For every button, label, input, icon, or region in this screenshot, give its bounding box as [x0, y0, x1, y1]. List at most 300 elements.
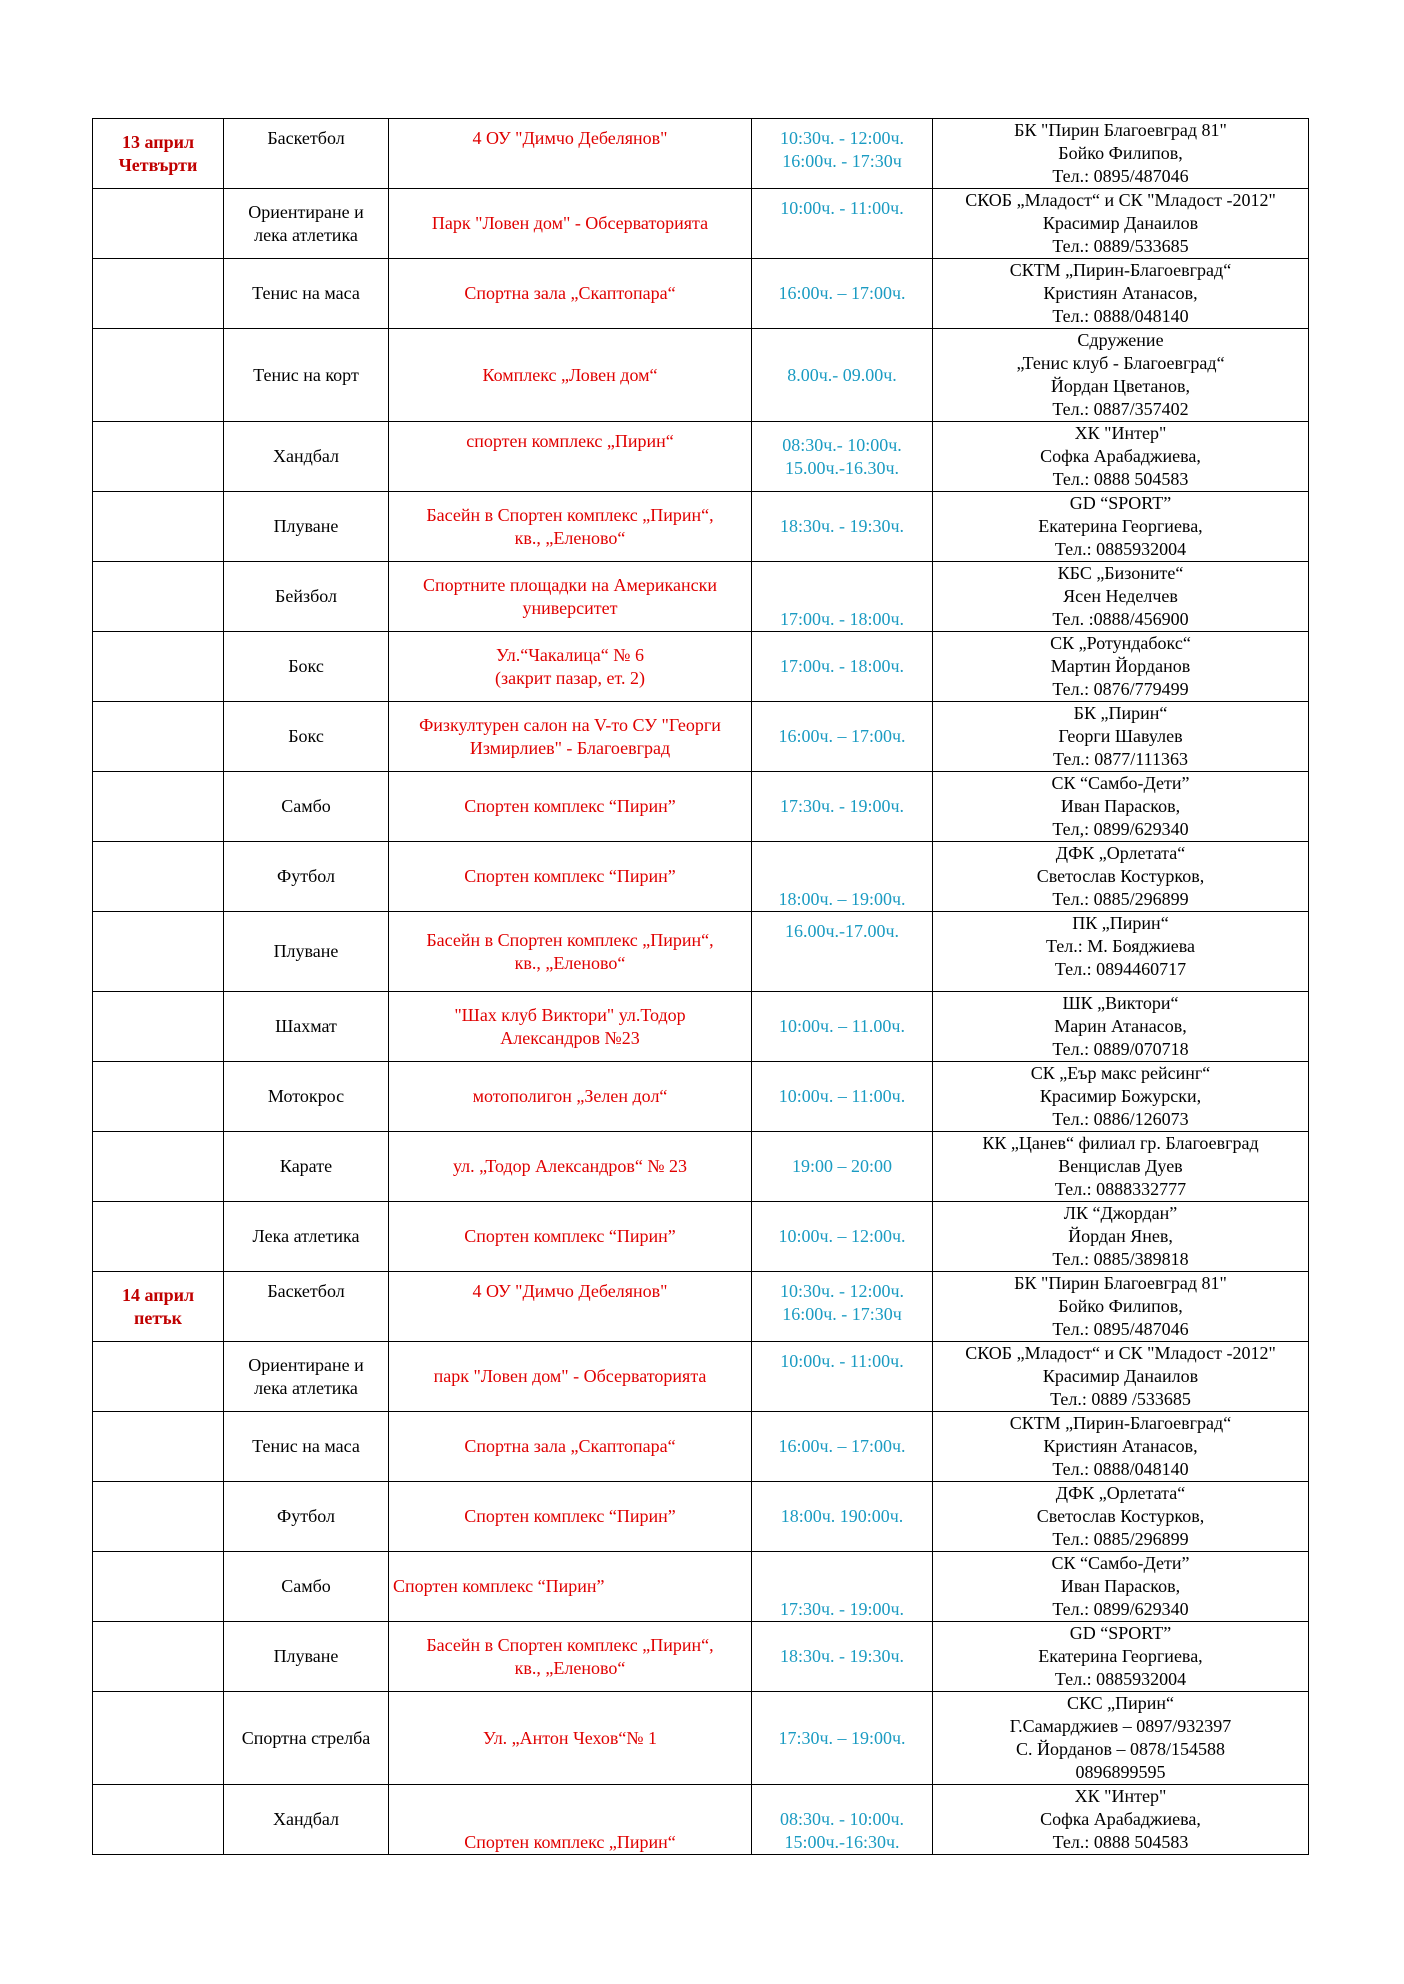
sport-line: Баскетбол [267, 1281, 345, 1301]
time-cell [752, 329, 933, 422]
organizer-cell [933, 492, 1309, 562]
organizer-line: СК „Еър макс рейсинг“ [1030, 1063, 1211, 1083]
organizer-cell [933, 562, 1309, 632]
organizer-line: С. Йорданов – 0878/154588 [1015, 1739, 1226, 1759]
venue-line: кв., „Еленово“ [514, 527, 626, 548]
table-row [93, 912, 1309, 992]
date-cell [93, 772, 224, 842]
organizer-line: Бойко Филипов, [1058, 1296, 1183, 1316]
venue-line: ул. „Тодор Александров“ № 23 [452, 1156, 688, 1176]
venue-line: Спортен комплекс “Пирин” [464, 796, 676, 816]
organizer-line: Тел.: 0877/111363 [1053, 749, 1188, 769]
organizer-line: Марин Атанасов, [1054, 1016, 1187, 1036]
organizer-line: Софка Арабаджиева, [1040, 446, 1201, 466]
time-line: 18:30ч. - 19:30ч. [779, 516, 905, 536]
date-cell [93, 1622, 224, 1692]
organizer-line: Тел.: 0895/487046 [1052, 1319, 1189, 1339]
time-line: 8.00ч.- 09.00ч. [787, 364, 897, 385]
date-cell [93, 1412, 224, 1482]
organizer-cell [933, 632, 1309, 702]
venue-cell [389, 189, 752, 259]
venue-line: Басейн в Спортен комплекс „Пирин“, [426, 1634, 714, 1655]
organizer-line: Красимир Данаилов [1042, 1366, 1199, 1386]
table-row [93, 1342, 1309, 1412]
date-line: 13 април [121, 132, 195, 152]
date-cell [93, 912, 224, 992]
time-line: 17:30ч. – 19:00ч. [778, 1727, 906, 1748]
sport-line: Бейзбол [275, 586, 337, 606]
organizer-line: Екатерина Георгиева, [1038, 516, 1203, 536]
date-cell [93, 422, 224, 492]
sport-cell [224, 1062, 389, 1132]
sport-line: лека атлетика [254, 224, 358, 245]
organizer-line: Тел.: 0888 504583 [1052, 1832, 1189, 1852]
venue-line: Ул. „Антон Чехов“№ 1 [482, 1727, 657, 1748]
table-row [93, 842, 1309, 912]
venue-cell [389, 259, 752, 329]
organizer-line: Тел.: 0888332777 [1054, 1179, 1187, 1199]
venue-cell [389, 1785, 752, 1855]
time-cell [752, 259, 933, 329]
sport-cell [224, 1342, 389, 1412]
date-cell [93, 1785, 224, 1855]
sport-cell [224, 422, 389, 492]
sport-line: Хандбал [272, 1809, 340, 1829]
date-cell [93, 1062, 224, 1132]
organizer-line: Кристиян Атанасов, [1043, 283, 1198, 303]
organizer-cell [933, 772, 1309, 842]
venue-cell [389, 992, 752, 1062]
table-row [93, 1482, 1309, 1552]
organizer-line: СКС „Пирин“ [1067, 1693, 1174, 1713]
organizer-line: Тел.: 0888/048140 [1052, 306, 1189, 326]
date-cell [93, 992, 224, 1062]
venue-line: Басейн в Спортен комплекс „Пирин“, [426, 929, 714, 950]
organizer-line: ДФК „Орлетата“ [1055, 843, 1186, 863]
organizer-line: Тел.: 0886/126073 [1052, 1109, 1189, 1129]
organizer-line: КК „Цанев“ филиал гр. Благоевград [982, 1133, 1259, 1153]
organizer-line: Йордан Цветанов, [1050, 376, 1191, 396]
organizer-line: Тел.: 0887/357402 [1052, 399, 1189, 419]
table-row [93, 329, 1309, 422]
time-line: 17:00ч. - 18:00ч. [779, 609, 905, 629]
venue-line: Спортна зала „Скаптопара“ [464, 283, 676, 303]
venue-cell [389, 1692, 752, 1785]
table-row [93, 702, 1309, 772]
organizer-line: ШК „Виктори“ [1062, 993, 1179, 1013]
sport-cell [224, 259, 389, 329]
date-cell [93, 1482, 224, 1552]
time-line: 15.00ч.-16.30ч. [784, 457, 900, 478]
organizer-line: Светослав Костурков, [1036, 1506, 1205, 1526]
sport-cell [224, 1622, 389, 1692]
sport-cell [224, 492, 389, 562]
sport-cell [224, 1132, 389, 1202]
sport-cell [224, 562, 389, 632]
organizer-cell [933, 1202, 1309, 1272]
organizer-line: Тел. :0888/456900 [1052, 609, 1189, 629]
time-cell [752, 1692, 933, 1785]
organizer-line: СКОБ „Младост“ и СК "Младост -2012" [965, 190, 1276, 210]
table-row [93, 1622, 1309, 1692]
time-line: 16:00ч. – 17:00ч. [778, 726, 906, 746]
venue-line: Спортните площадки на Американски [423, 574, 717, 595]
venue-line: Спортен комплекс “Пирин” [464, 866, 676, 886]
table-row [93, 1132, 1309, 1202]
time-line: 10:00ч. - 11:00ч. [780, 198, 904, 218]
date-cell [93, 329, 224, 422]
venue-line: кв., „Еленово“ [514, 952, 626, 973]
venue-line: спортен комплекс „Пирин“ [466, 431, 674, 451]
time-line: 10:00ч. – 12:00ч. [778, 1226, 906, 1246]
venue-cell [389, 1552, 752, 1622]
organizer-line: Венцислав Дуев [1058, 1156, 1183, 1176]
venue-line: кв., „Еленово“ [514, 1657, 626, 1678]
time-line: 17:30ч. - 19:00ч. [779, 796, 905, 816]
date-cell [93, 1342, 224, 1412]
schedule-table [92, 118, 1309, 1855]
organizer-line: ХК "Интер" [1074, 1786, 1167, 1806]
organizer-line: Иван Парасков, [1060, 796, 1181, 816]
organizer-line: КБС „Бизоните“ [1057, 563, 1184, 583]
schedule-body [93, 119, 1309, 1855]
time-line: 10:00ч. – 11:00ч. [778, 1086, 906, 1106]
organizer-line: Тел.: 0876/779499 [1052, 679, 1189, 699]
organizer-cell [933, 912, 1309, 992]
organizer-cell [933, 992, 1309, 1062]
organizer-cell [933, 842, 1309, 912]
venue-line: Измирлиев" - Благоевград [469, 737, 671, 758]
date-line: петък [133, 1308, 183, 1328]
organizer-line: СК “Самбо-Дети” [1051, 1553, 1190, 1573]
date-cell [93, 1132, 224, 1202]
organizer-line: Йордан Янев, [1068, 1226, 1173, 1246]
venue-line: Ул.“Чакалица“ № 6 [496, 644, 644, 665]
organizer-line: Екатерина Георгиева, [1038, 1646, 1203, 1666]
venue-line: Спортен комплекс „Пирин“ [464, 1832, 676, 1852]
organizer-line: ХК "Интер" [1074, 423, 1167, 443]
organizer-line: GD “SPORT” [1069, 1623, 1172, 1643]
venue-cell [389, 772, 752, 842]
sport-line: Тенис на маса [252, 283, 360, 303]
date-line: 14 април [121, 1285, 195, 1305]
organizer-line: Г.Самарджиев – 0897/932397 [1009, 1716, 1232, 1736]
venue-line: 4 ОУ "Димчо Дебелянов" [472, 128, 668, 148]
venue-cell [389, 912, 752, 992]
organizer-cell [933, 1482, 1309, 1552]
venue-line: (закрит пазар, ет. 2) [494, 667, 646, 688]
sport-line: Хандбал [272, 446, 340, 466]
organizer-cell [933, 119, 1309, 189]
table-row [93, 772, 1309, 842]
organizer-line: Софка Арабаджиева, [1040, 1809, 1201, 1829]
date-cell [93, 1202, 224, 1272]
time-cell [752, 492, 933, 562]
organizer-line: Красимир Божурски, [1039, 1086, 1202, 1106]
sport-line: Самбо [281, 1576, 331, 1596]
venue-line: Басейн в Спортен комплекс „Пирин“, [426, 504, 714, 525]
time-cell [752, 1482, 933, 1552]
organizer-line: Тел.: 0894460717 [1054, 959, 1187, 979]
organizer-line: Тел.: 0895/487046 [1052, 166, 1189, 186]
date-cell [93, 562, 224, 632]
table-row [93, 492, 1309, 562]
venue-cell [389, 1272, 752, 1342]
organizer-line: GD “SPORT” [1069, 493, 1172, 513]
organizer-cell [933, 259, 1309, 329]
date-cell [93, 632, 224, 702]
time-line: 18:00ч. 190:00ч. [780, 1506, 904, 1526]
time-cell [752, 422, 933, 492]
organizer-cell [933, 1132, 1309, 1202]
venue-cell [389, 1342, 752, 1412]
organizer-cell [933, 1552, 1309, 1622]
organizer-line: „Тенис клуб - Благоевград“ [1016, 353, 1225, 373]
organizer-line: БК "Пирин Благоевград 81" [1014, 120, 1227, 140]
organizer-line: Тел.: 0888 504583 [1052, 469, 1189, 489]
time-line: 16:00ч. - 17:30ч [782, 1304, 902, 1324]
sport-line: Ориентиране и [248, 201, 364, 222]
time-cell [752, 1342, 933, 1412]
date-cell [93, 259, 224, 329]
venue-cell [389, 1482, 752, 1552]
sport-cell [224, 1552, 389, 1622]
organizer-line: Тел.: 0885/389818 [1052, 1249, 1189, 1269]
venue-line: Спортен комплекс “Пирин” [464, 1226, 676, 1246]
time-line: 16:00ч. – 17:00ч. [778, 283, 906, 303]
sport-cell [224, 842, 389, 912]
time-cell [752, 1552, 933, 1622]
time-cell [752, 772, 933, 842]
venue-line: Спортен комплекс “Пирин” [393, 1576, 605, 1596]
sport-cell [224, 632, 389, 702]
time-cell [752, 189, 933, 259]
sport-cell [224, 119, 389, 189]
venue-cell [389, 632, 752, 702]
organizer-line: Георги Шавулев [1058, 726, 1183, 746]
sport-line: Плуване [273, 1646, 339, 1666]
date-cell [93, 1692, 224, 1785]
organizer-line: СК „Ротундабокс“ [1050, 633, 1191, 653]
venue-cell [389, 562, 752, 632]
sport-line: Лека атлетика [252, 1226, 360, 1246]
time-line: 15:00ч.-16:30ч. [784, 1832, 900, 1852]
table-row [93, 1552, 1309, 1622]
venue-cell [389, 1202, 752, 1272]
time-cell [752, 119, 933, 189]
organizer-line: Тел.: 0885932004 [1054, 1669, 1187, 1689]
organizer-line: Сдружение [1077, 330, 1164, 350]
venue-line: мотополигон „Зелен дол“ [472, 1086, 668, 1106]
sport-line: Баскетбол [267, 128, 345, 148]
venue-cell [389, 1062, 752, 1132]
venue-line: Физкултурен салон на V-то СУ "Георги [419, 714, 721, 735]
venue-line: Комплекс „Ловен дом“ [482, 364, 658, 385]
date-cell [93, 842, 224, 912]
time-cell [752, 1132, 933, 1202]
table-row [93, 1785, 1309, 1855]
time-line: 10:00ч. – 11.00ч. [779, 1016, 905, 1036]
date-cell [93, 189, 224, 259]
sport-cell [224, 1272, 389, 1342]
organizer-cell [933, 1342, 1309, 1412]
organizer-cell [933, 702, 1309, 772]
time-line: 18:30ч. - 19:30ч. [779, 1646, 905, 1666]
organizer-line: СК “Самбо-Дети” [1051, 773, 1190, 793]
sport-cell [224, 992, 389, 1062]
time-line: 16:00ч. – 17:00ч. [778, 1436, 906, 1456]
organizer-line: БК "Пирин Благоевград 81" [1014, 1273, 1227, 1293]
venue-cell [389, 329, 752, 422]
venue-cell [389, 702, 752, 772]
organizer-line: Тел.: 0889/533685 [1052, 236, 1189, 256]
sport-line: лека атлетика [254, 1377, 358, 1398]
time-cell [752, 1062, 933, 1132]
time-line: 16:00ч. - 17:30ч [782, 151, 902, 171]
time-line: 17:00ч. - 18:00ч. [779, 656, 905, 676]
organizer-line: ДФК „Орлетата“ [1055, 1483, 1186, 1503]
time-line: 16.00ч.-17.00ч. [784, 921, 900, 941]
organizer-cell [933, 329, 1309, 422]
organizer-line: СКОБ „Младост“ и СК "Младост -2012" [965, 1343, 1276, 1363]
table-row [93, 259, 1309, 329]
sport-cell [224, 1202, 389, 1272]
organizer-cell [933, 1272, 1309, 1342]
time-cell [752, 632, 933, 702]
organizer-line: Тел.: 0889/070718 [1052, 1039, 1189, 1059]
table-row [93, 632, 1309, 702]
time-line: 10:30ч. - 12:00ч. [779, 1281, 905, 1301]
sport-cell [224, 772, 389, 842]
sport-line: Ориентиране и [248, 1354, 364, 1375]
organizer-cell [933, 422, 1309, 492]
organizer-line: Кристиян Атанасов, [1043, 1436, 1198, 1456]
venue-line: университет [522, 597, 618, 618]
venue-line: "Шах клуб Виктори" ул.Тодор [454, 1004, 686, 1025]
sport-line: Футбол [277, 866, 335, 886]
table-row [93, 1412, 1309, 1482]
time-cell [752, 1202, 933, 1272]
organizer-line: Мартин Йорданов [1050, 656, 1191, 676]
date-cell [93, 1272, 224, 1342]
organizer-line: Тел.: 0888/048140 [1052, 1459, 1189, 1479]
sport-line: Бокс [288, 726, 324, 746]
table-row [93, 1062, 1309, 1132]
venue-line: 4 ОУ "Димчо Дебелянов" [472, 1281, 668, 1301]
organizer-line: ЛК “Джордан” [1063, 1203, 1178, 1223]
venue-cell [389, 422, 752, 492]
venue-line: Спортен комплекс “Пирин” [464, 1506, 676, 1526]
sport-line: Плуване [273, 516, 339, 536]
organizer-line: ПК „Пирин“ [1072, 913, 1169, 933]
organizer-cell [933, 189, 1309, 259]
time-line: 10:00ч. - 11:00ч. [780, 1351, 904, 1371]
venue-line: Спортна зала „Скаптопара“ [464, 1436, 676, 1456]
time-cell [752, 702, 933, 772]
time-line: 18:00ч. – 19:00ч. [778, 889, 906, 909]
organizer-cell [933, 1692, 1309, 1785]
table-row [93, 1692, 1309, 1785]
time-line: 17:30ч. - 19:00ч. [779, 1599, 905, 1619]
sport-line: Бокс [288, 656, 324, 676]
venue-line: Парк "Ловен дом" - Обсерваторията [431, 213, 709, 233]
time-cell [752, 912, 933, 992]
time-cell [752, 1272, 933, 1342]
organizer-line: Ясен Неделчев [1063, 586, 1178, 606]
time-line: 19:00 – 20:00 [791, 1156, 892, 1176]
organizer-cell [933, 1062, 1309, 1132]
venue-cell [389, 1132, 752, 1202]
time-line: 10:30ч. - 12:00ч. [779, 128, 905, 148]
organizer-line: СКТМ „Пирин-Благоевград“ [1009, 260, 1232, 280]
table-row [93, 1272, 1309, 1342]
organizer-line: Тел.: 0885/296899 [1052, 1529, 1189, 1549]
sport-line: Самбо [281, 796, 331, 816]
date-line: Четвърти [118, 155, 198, 175]
sport-cell [224, 1482, 389, 1552]
sport-line: Мотокрос [267, 1086, 345, 1106]
time-cell [752, 992, 933, 1062]
organizer-line: Красимир Данаилов [1042, 213, 1199, 233]
time-cell [752, 842, 933, 912]
sport-line: Тенис на маса [252, 1436, 360, 1456]
venue-line: Александров №23 [500, 1027, 640, 1048]
date-cell [93, 119, 224, 189]
organizer-line: Тел.: 0899/629340 [1052, 1599, 1189, 1619]
organizer-line: Светослав Костурков, [1036, 866, 1205, 886]
time-line: 08:30ч. - 10:00ч. [779, 1809, 905, 1829]
date-cell [93, 492, 224, 562]
table-row [93, 992, 1309, 1062]
organizer-line: Тел.: 0889 /533685 [1050, 1389, 1191, 1409]
time-cell [752, 1412, 933, 1482]
table-row [93, 562, 1309, 632]
organizer-line: Иван Парасков, [1060, 1576, 1181, 1596]
venue-cell [389, 492, 752, 562]
organizer-line: БК „Пирин“ [1073, 703, 1168, 723]
time-line: 08:30ч.- 10:00ч. [782, 434, 902, 455]
organizer-line: Тел.: М. Бояджиева [1045, 936, 1196, 956]
sport-line: Спортна стрелба [241, 1727, 371, 1748]
date-cell [93, 702, 224, 772]
organizer-cell [933, 1412, 1309, 1482]
sport-cell [224, 912, 389, 992]
sport-cell [224, 189, 389, 259]
sport-line: Карате [279, 1156, 333, 1176]
sport-line: Плуване [273, 941, 339, 961]
time-cell [752, 1785, 933, 1855]
time-cell [752, 1622, 933, 1692]
organizer-line: Тел.: 0885932004 [1054, 539, 1187, 559]
table-row [93, 119, 1309, 189]
sport-cell [224, 1412, 389, 1482]
venue-cell [389, 119, 752, 189]
sport-cell [224, 1785, 389, 1855]
venue-cell [389, 842, 752, 912]
organizer-line: Тел.: 0885/296899 [1052, 889, 1189, 909]
sport-line: Футбол [277, 1506, 335, 1526]
sport-line: Тенис на корт [253, 364, 359, 385]
venue-cell [389, 1412, 752, 1482]
table-row [93, 422, 1309, 492]
sport-cell [224, 329, 389, 422]
organizer-line: Тел,: 0899/629340 [1052, 819, 1189, 839]
time-cell [752, 562, 933, 632]
table-row [93, 1202, 1309, 1272]
organizer-line: 0896899595 [1075, 1762, 1166, 1782]
organizer-line: Бойко Филипов, [1058, 143, 1183, 163]
sport-cell [224, 702, 389, 772]
